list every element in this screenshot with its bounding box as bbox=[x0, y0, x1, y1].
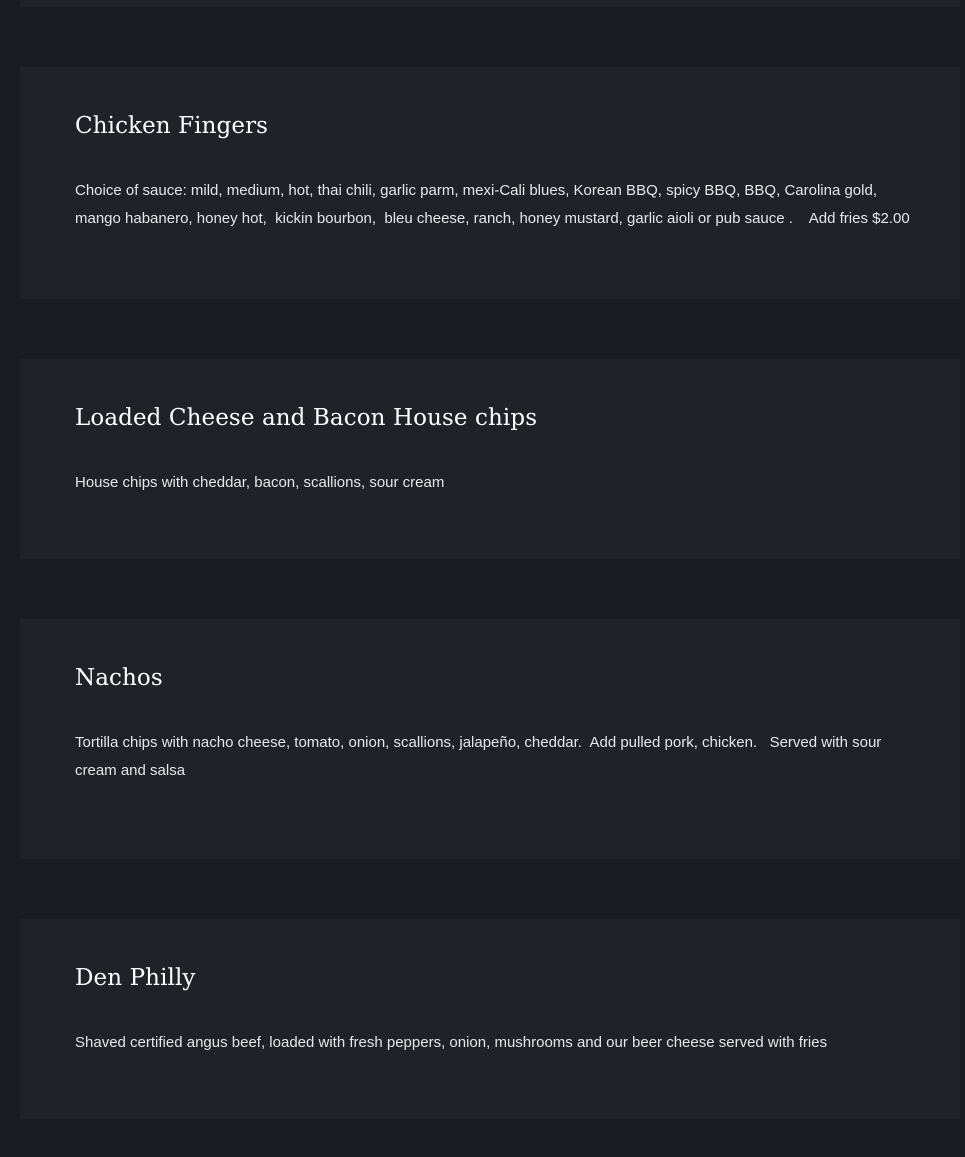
menu-item-title: Chicken Fingers bbox=[75, 113, 269, 139]
previous-menu-item-card bbox=[20, 0, 960, 7]
menu-item-title: Loaded Cheese and Bacon House chips bbox=[75, 405, 538, 431]
menu-item-description: House chips with cheddar, bacon, scallions, sour cream bbox=[75, 474, 445, 491]
menu-item-card bbox=[20, 619, 960, 859]
menu-item-description: Tortilla chips with nacho cheese, tomato, onion, scallions, jalapeño, cheddar. Add pulled pork, chicken. Served with sour cream and salsa bbox=[75, 734, 886, 779]
menu-item-card bbox=[20, 919, 960, 1119]
menu-item-card bbox=[20, 359, 960, 559]
menu-item-description: Shaved certified angus beef, loaded with fresh peppers, onion, mushrooms and our beer cheese served with fries bbox=[75, 1034, 828, 1051]
menu-item-title: Nachos bbox=[75, 665, 163, 691]
menu-item-card bbox=[20, 67, 960, 299]
menu-item-description: Choice of sauce: mild, medium, hot, thai chili, garlic parm, mexi-Cali blues, Korean BBQ, spicy BBQ, BBQ, Carolina gold, mango habanero, honey hot, kickin bourbon, bleu cheese, ranch, honey mustard, garlic aioli or pub sauce . Add fries $2.00 bbox=[75, 182, 910, 227]
menu-item-title: Den Philly bbox=[75, 965, 196, 991]
